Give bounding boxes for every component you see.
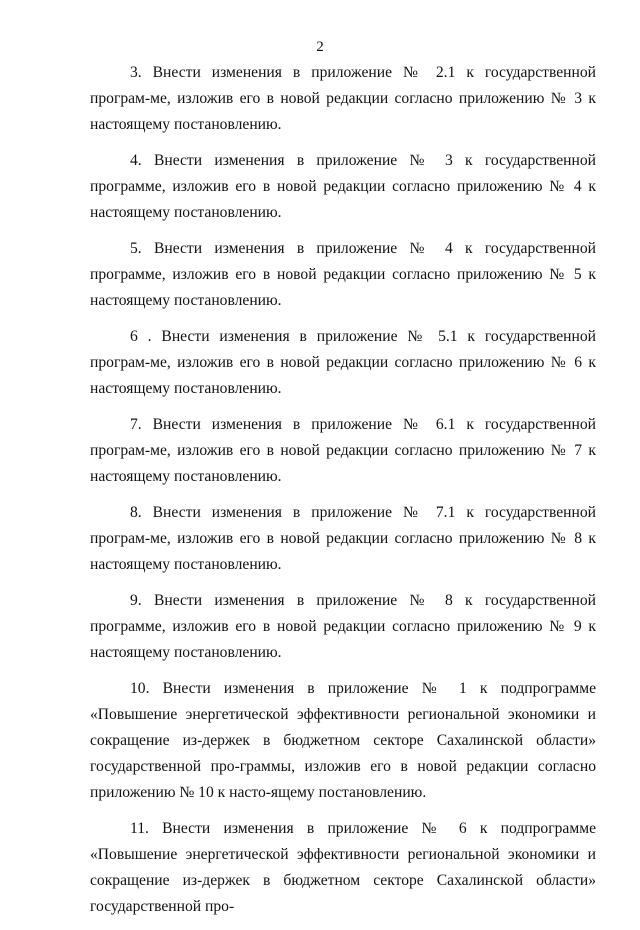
paragraph-item-10: 10. Внести изменения в приложение № 1 к подпрограмме «Повышение энергетической эффективности региональной экономики и сокращение из-держек в бюджетном секторе Сахалинской области» государственной про-граммы, изложив его в новой редакции согласно приложению № 10 к насто-ящему постановлению. (90, 680, 596, 801)
paragraph-item-8: 8. Внести изменения в приложение № 7.1 к государственной програм-ме, изложив его в новой редакции согласно приложению № 8 к настоящему постановлению. (90, 504, 596, 573)
page-number: 2 (316, 39, 324, 55)
paragraph-item-11: 11. Внести изменения в приложение № 6 к подпрограмме «Повышение энергетической эффективности региональной экономики и сокращение из-держек в бюджетном секторе Сахалинской области» государственной про- (90, 820, 596, 915)
paragraph-item-9: 9. Внести изменения в приложение № 8 к государственной программе, изложив его в новой редакции согласно приложению № 9 к настоящему постановлению. (90, 592, 596, 661)
paragraph-item-6: 6 . Внести изменения в приложение № 5.1 к государственной програм-ме, изложив его в новой редакции согласно приложению № 6 к настоящему постановлению. (90, 328, 596, 397)
document-body (90, 60, 596, 930)
paragraph-item-4: 4. Внести изменения в приложение № 3 к государственной программе, изложив его в новой редакции согласно приложению № 4 к настоящему постановлению. (90, 152, 596, 221)
paragraph-item-7: 7. Внести изменения в приложение № 6.1 к государственной програм-ме, изложив его в новой редакции согласно приложению № 7 к настоящему постановлению. (90, 416, 596, 485)
paragraph-item-5: 5. Внести изменения в приложение № 4 к государственной программе, изложив его в новой редакции согласно приложению № 5 к настоящему постановлению. (90, 240, 596, 309)
paragraph-item-3: 3. Внести изменения в приложение № 2.1 к государственной програм-ме, изложив его в новой редакции согласно приложению № 3 к настоящему постановлению. (90, 64, 596, 133)
